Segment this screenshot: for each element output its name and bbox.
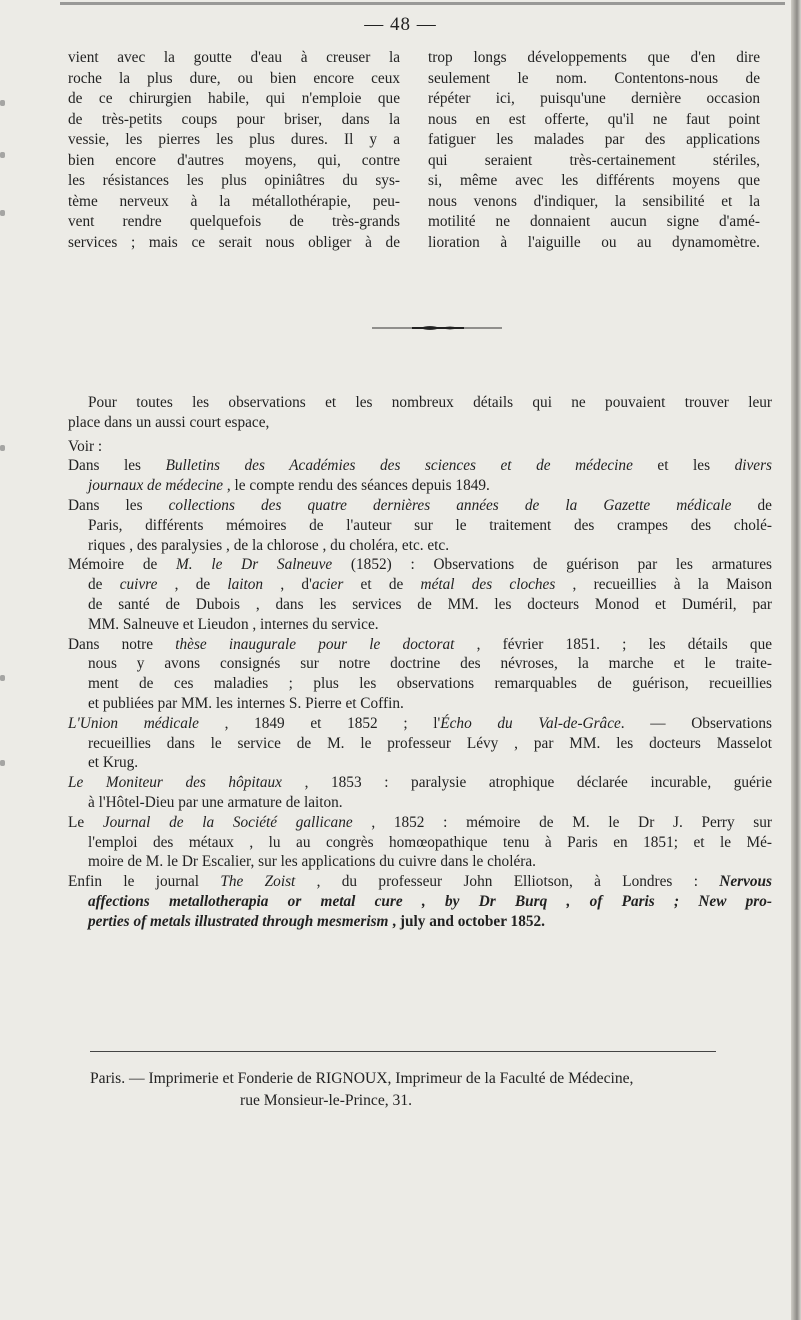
text-line: roche la plus dure, ou bien encore ceux	[68, 69, 400, 87]
text-line: si, même avec les différents moyens que	[428, 172, 760, 189]
margin-spot	[0, 152, 5, 158]
reference-line: Dans les collections des quatre dernières années de la Gazette médicale de	[68, 496, 772, 514]
text-line: fatiguer les malades par des applications	[428, 131, 760, 148]
reference-line: affections metallotherapia or metal cure , by Dr Burq , of Paris ; New pro-	[88, 892, 772, 910]
reference-line: journaux de médecine , le compte rendu des séances depuis 1849.	[88, 477, 490, 495]
margin-spot	[0, 210, 5, 216]
text-line: de ce chirurgien habile, qui n'emploie que	[68, 90, 400, 107]
reference-line: et Krug.	[88, 754, 139, 772]
footer-rule	[90, 1051, 716, 1052]
reference-line: Le Journal de la Société gallicane , 1852 : mémoire de M. le Dr J. Perry sur	[68, 813, 772, 831]
reference-line: recueillies dans le service de M. le professeur Lévy , par MM. les docteurs Masselot	[88, 734, 772, 752]
reference-line: Mémoire de M. le Dr Salneuve (1852) : Observations de guérison par les armatures	[68, 556, 772, 574]
text-line: répéter ici, puisqu'une dernière occasion	[428, 90, 760, 107]
reference-line: Enfin le journal The Zoist , du professeur John Elliotson, à Londres : Nervous	[68, 873, 772, 891]
page-edge-shadow	[791, 0, 801, 1320]
text-line: de très-petits coups pour briser, dans la	[68, 110, 400, 128]
reference-line: Le Moniteur des hôpitaux , 1853 : paralysie atrophique déclarée incurable, guérie	[68, 774, 772, 792]
text-line: nous en est offerte, qu'il ne faut point	[428, 110, 760, 128]
reference-line: Dans notre thèse inaugurale pour le doctorat , février 1851. ; les détails que	[68, 635, 773, 653]
right-column	[428, 48, 760, 253]
printer-imprint	[90, 1068, 730, 1112]
text-line: qui seraient très-certainement stériles,	[428, 151, 760, 169]
reference-line: et publiées par MM. les internes S. Pierre et Coffin.	[88, 694, 404, 712]
text-line: tème nerveux à la métallothérapie, peu-	[68, 192, 400, 210]
reference-line: nous y avons consignés sur notre doctrine des névroses, la marche et le traite-	[88, 655, 772, 673]
text-line: motilité ne donnaient aucun signe d'amé-	[428, 213, 760, 230]
text-line: trop longs développements que d'en dire	[428, 49, 760, 66]
margin-spot	[0, 675, 5, 681]
reference-line: Dans les Bulletins des Académies des sciences et de médecine et les divers	[68, 457, 772, 475]
imprint-line: Paris. — Imprimerie et Fonderie de RIGNOUX, Imprimeur de la Faculté de Médecine,	[90, 1070, 634, 1087]
text-line: nous venons d'indiquer, la sensibilité et la	[428, 192, 760, 210]
reference-line: de cuivre , de laiton , d'acier et de métal des cloches , recueillies à la Maison	[88, 576, 772, 594]
text-line: lioration à l'aiguille ou au dynamomètre.	[428, 233, 760, 251]
text-line: vessie, les pierres les plus dures. Il y a	[68, 131, 400, 148]
reference-line: riques , des paralysies , de la chlorose , du choléra, etc. etc.	[88, 536, 450, 554]
top-edge-rule	[60, 2, 785, 5]
margin-spot	[0, 760, 5, 766]
reference-line: perties of metals illustrated through mesmerism , july and october 1852.	[88, 912, 545, 930]
page-number: — 48 —	[364, 14, 437, 35]
reference-line: MM. Salneuve et Lieudon , internes du service.	[88, 615, 379, 633]
intro-line: Pour toutes les observations et les nombreux détails qui ne pouvaient trouver leur	[88, 394, 772, 411]
reference-line: l'emploi des métaux , lu au congrès homœopathique tenu à Paris en 1851; et le Mé-	[88, 833, 772, 851]
voir-heading: Voir :	[68, 437, 103, 455]
text-line: les résistances les plus opiniâtres du sys-	[68, 172, 400, 189]
text-line: vient avec la goutte d'eau à creuser la	[68, 49, 400, 66]
ornamental-divider	[372, 324, 502, 332]
left-column	[68, 48, 400, 253]
reference-line: de santé de Dubois , dans les services de MM. les docteurs Monod et Duméril, par	[88, 595, 772, 613]
margin-spot	[0, 100, 5, 106]
margin-spot	[0, 445, 5, 451]
text-line: seulement le nom. Contentons-nous de	[428, 69, 760, 87]
text-line: bien encore d'autres moyens, qui, contre	[68, 151, 400, 169]
imprint-line: rue Monsieur-le-Prince, 31.	[240, 1092, 413, 1109]
reference-line: à l'Hôtel-Dieu par une armature de laiton.	[88, 793, 343, 811]
bibliography-notes	[68, 393, 772, 932]
reference-line: Paris, différents mémoires de l'auteur sur le traitement des crampes des cholé-	[88, 516, 772, 534]
reference-line: ment de ces maladies ; plus les observations remarquables de guérison, recueillies	[88, 675, 772, 693]
reference-line: moire de M. le Dr Escalier, sur les applications du cuivre dans le choléra.	[88, 853, 536, 871]
text-line: services ; mais ce serait nous obliger à de	[68, 233, 400, 251]
text-line: vent rendre quelquefois de très-grands	[68, 213, 400, 230]
intro-line: place dans un aussi court espace,	[68, 413, 270, 431]
reference-line: L'Union médicale , 1849 et 1852 ; l'Écho du Val-de-Grâce. — Observations	[68, 714, 772, 732]
